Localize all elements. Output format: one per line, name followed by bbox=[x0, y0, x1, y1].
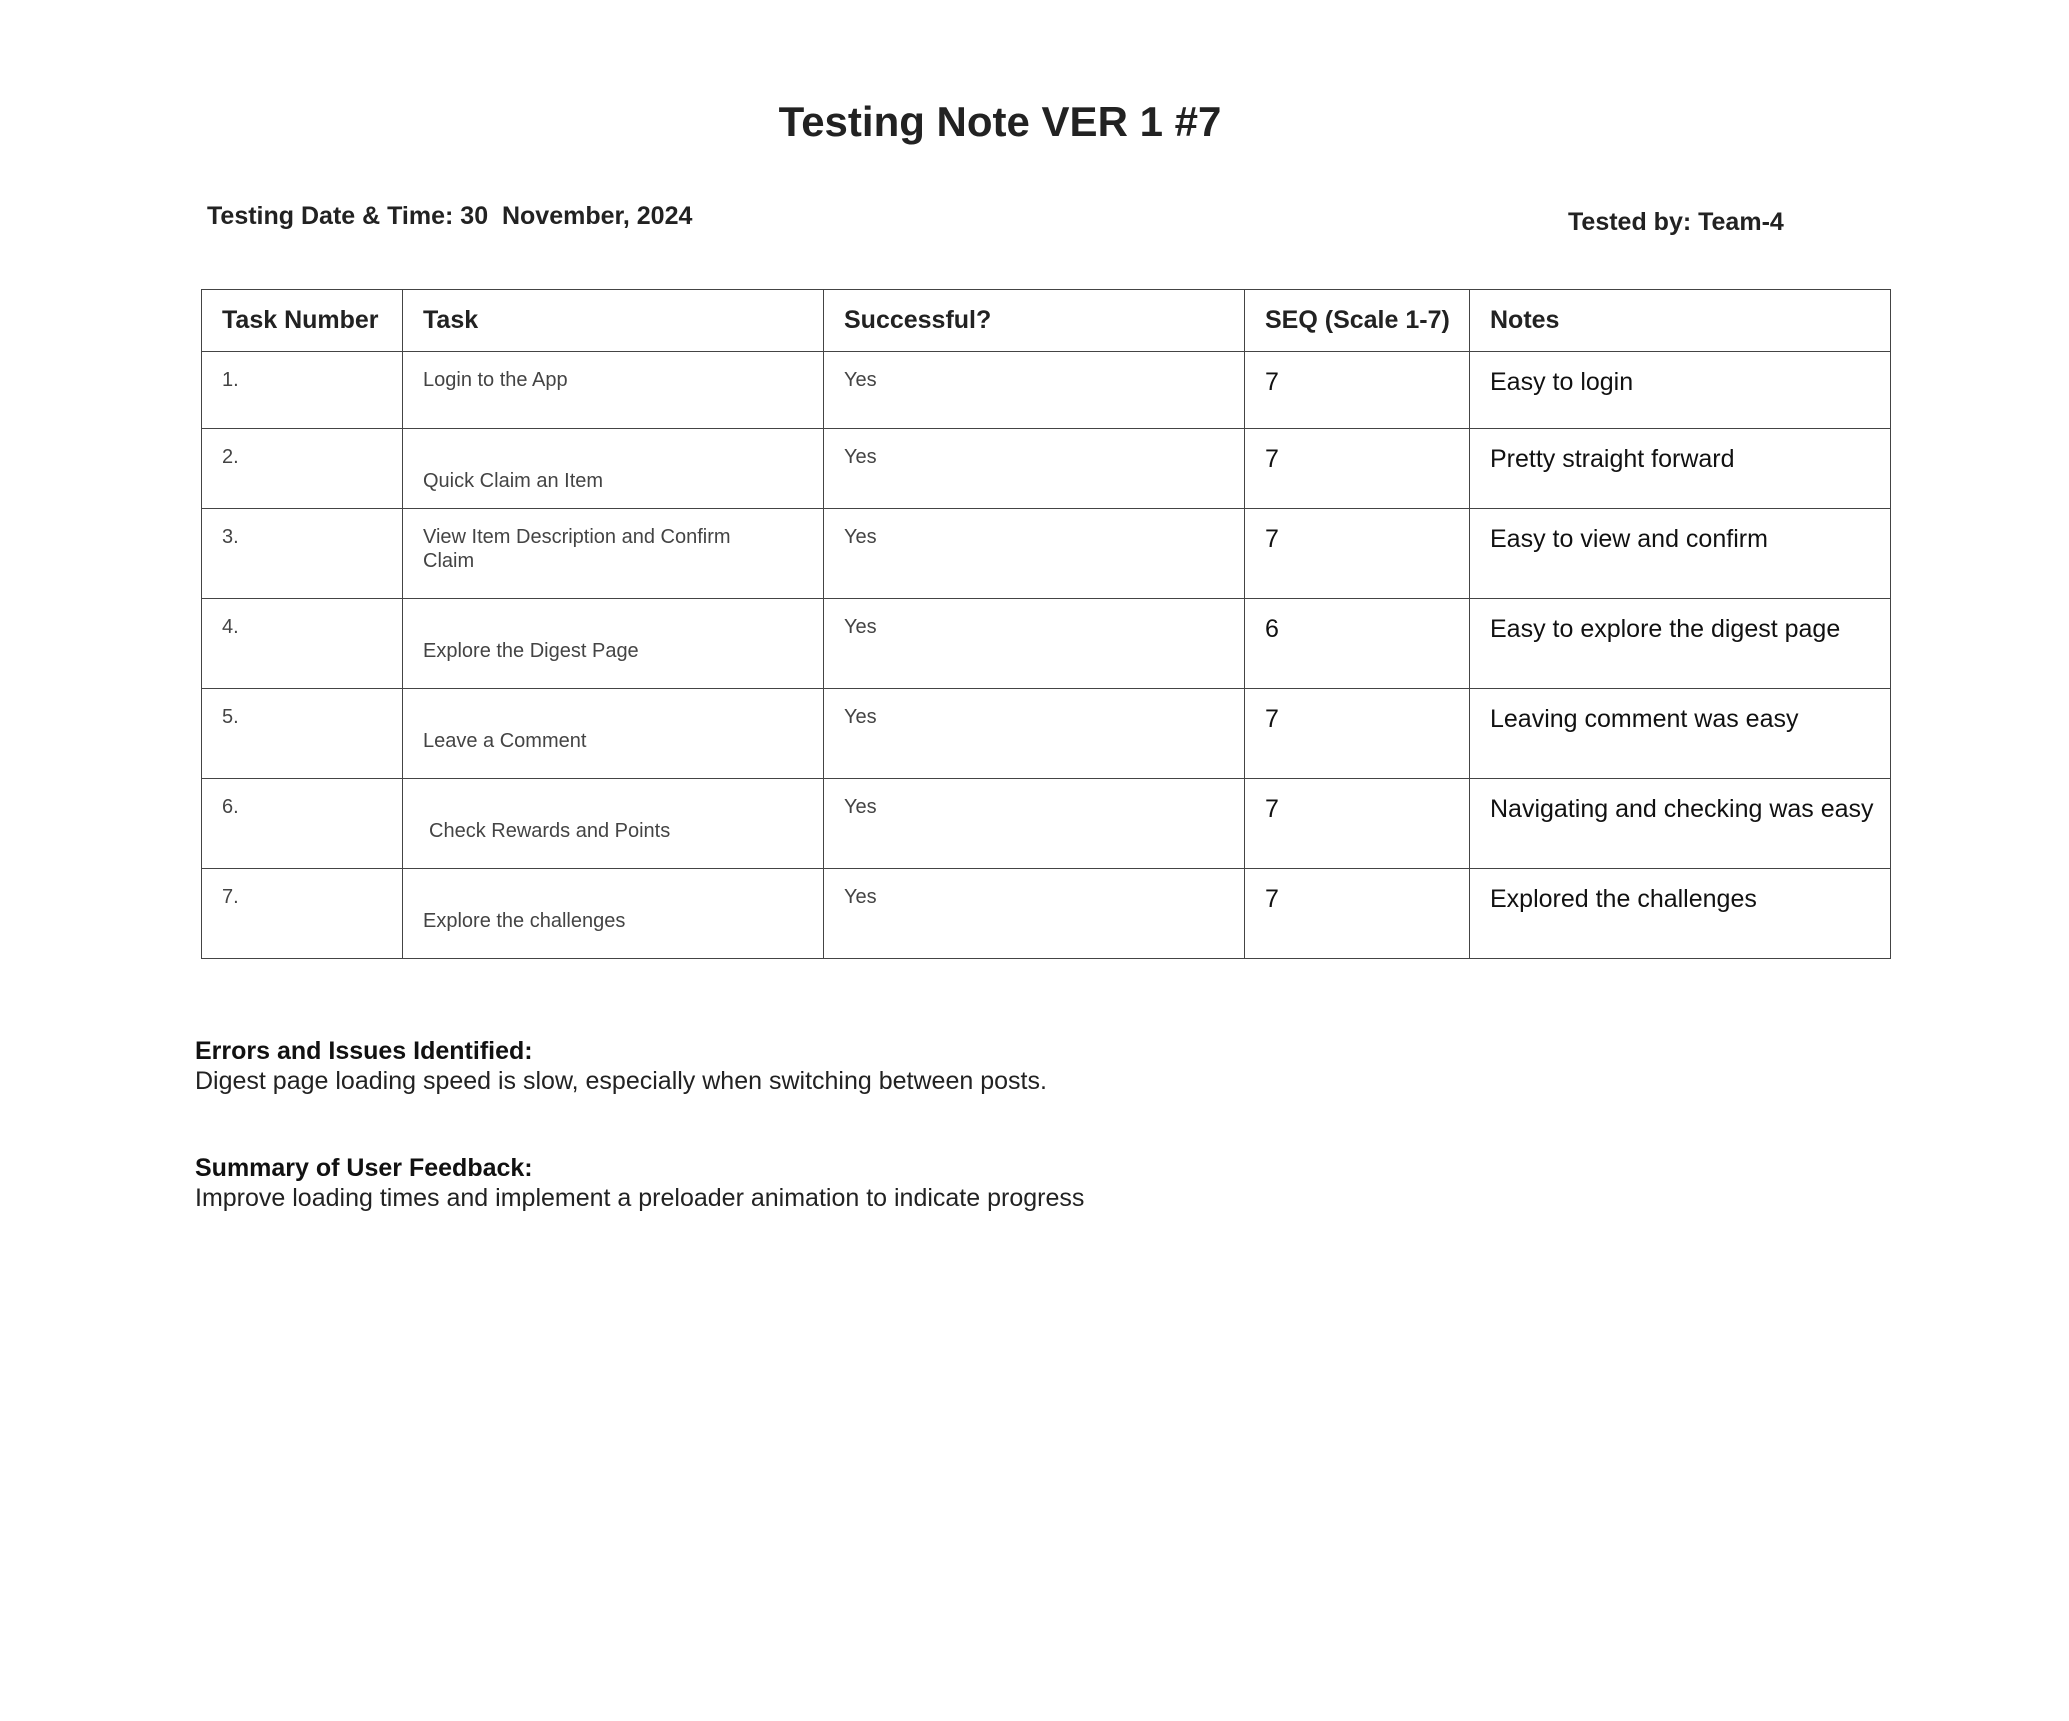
seq-cell: 7 bbox=[1245, 429, 1470, 509]
task-number-cell: 1. bbox=[202, 352, 403, 429]
notes-cell: Leaving comment was easy bbox=[1470, 689, 1891, 779]
successful-cell: Yes bbox=[824, 779, 1245, 869]
task-cell: Check Rewards and Points bbox=[403, 779, 824, 869]
task-cell: Leave a Comment bbox=[403, 689, 824, 779]
page-title: Testing Note VER 1 #7 bbox=[778, 98, 1222, 145]
summary-section bbox=[195, 1153, 1084, 1213]
task-number-cell: 3. bbox=[202, 509, 403, 599]
successful-cell: Yes bbox=[824, 509, 1245, 599]
task-number-cell: 6. bbox=[202, 779, 403, 869]
errors-section bbox=[195, 1036, 1047, 1096]
header-notes: Notes bbox=[1470, 290, 1891, 352]
successful-cell: Yes bbox=[824, 869, 1245, 959]
task-cell: View Item Description and Confirm Claim bbox=[403, 509, 824, 599]
table-row bbox=[202, 599, 1891, 689]
table-row bbox=[202, 509, 1891, 599]
seq-cell: 7 bbox=[1245, 869, 1470, 959]
task-number-cell: 5. bbox=[202, 689, 403, 779]
notes-cell: Pretty straight forward bbox=[1470, 429, 1891, 509]
errors-heading: Errors and Issues Identified: bbox=[195, 1037, 533, 1065]
seq-cell: 7 bbox=[1245, 689, 1470, 779]
seq-cell: 7 bbox=[1245, 779, 1470, 869]
seq-cell: 7 bbox=[1245, 509, 1470, 599]
header-successful: Successful? bbox=[824, 290, 1245, 352]
successful-cell: Yes bbox=[824, 352, 1245, 429]
header-task-number: Task Number bbox=[202, 290, 403, 352]
table-row bbox=[202, 352, 1891, 429]
testing-date: Testing Date & Time: 30 November, 2024 bbox=[207, 202, 693, 230]
seq-cell: 6 bbox=[1245, 599, 1470, 689]
successful-cell: Yes bbox=[824, 429, 1245, 509]
errors-text: Digest page loading speed is slow, especially when switching between posts. bbox=[195, 1067, 1047, 1095]
header-task: Task bbox=[403, 290, 824, 352]
task-cell: Explore the challenges bbox=[403, 869, 824, 959]
summary-heading: Summary of User Feedback: bbox=[195, 1154, 533, 1182]
seq-cell: 7 bbox=[1245, 352, 1470, 429]
table-row bbox=[202, 869, 1891, 959]
successful-cell: Yes bbox=[824, 689, 1245, 779]
task-cell: Explore the Digest Page bbox=[403, 599, 824, 689]
tested-by: Tested by: Team-4 bbox=[1568, 208, 1784, 236]
notes-cell: Easy to login bbox=[1470, 352, 1891, 429]
header-seq: SEQ (Scale 1-7) bbox=[1245, 290, 1470, 352]
task-cell: Quick Claim an Item bbox=[403, 429, 824, 509]
task-cell: Login to the App bbox=[403, 352, 824, 429]
table-row bbox=[202, 779, 1891, 869]
table-row bbox=[202, 429, 1891, 509]
summary-text: Improve loading times and implement a preloader animation to indicate progress bbox=[195, 1184, 1085, 1212]
task-number-cell: 4. bbox=[202, 599, 403, 689]
notes-cell: Explored the challenges bbox=[1470, 869, 1891, 959]
successful-cell: Yes bbox=[824, 599, 1245, 689]
results-table bbox=[201, 289, 1891, 959]
table-row bbox=[202, 689, 1891, 779]
table-header-row bbox=[202, 290, 1891, 352]
task-number-cell: 2. bbox=[202, 429, 403, 509]
notes-cell: Easy to explore the digest page bbox=[1470, 599, 1891, 689]
notes-cell: Easy to view and confirm bbox=[1470, 509, 1891, 599]
task-number-cell: 7. bbox=[202, 869, 403, 959]
notes-cell: Navigating and checking was easy bbox=[1470, 779, 1891, 869]
